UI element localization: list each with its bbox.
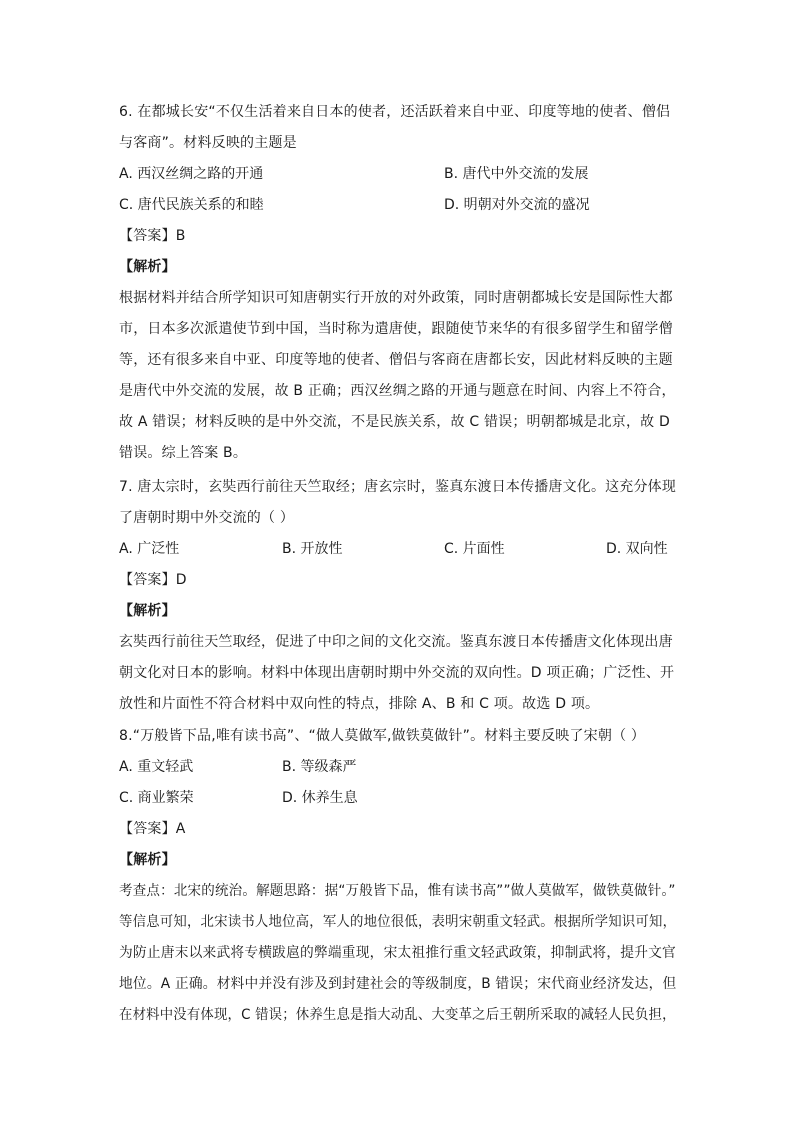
q7-option-a: A. 广泛性 — [119, 541, 180, 557]
q8-answer: 【答案】A — [119, 821, 186, 837]
q8-analysis-line: 在材料中没有体现，C 错误；休养生息是指大动乱、大变革之后王朝所采取的减轻人民负担， — [119, 1007, 676, 1023]
q6-option-c: C. 唐代民族关系的和睦 — [119, 197, 264, 213]
q6-answer: 【答案】B — [119, 228, 186, 244]
q6-analysis-line: 市，日本多次派遣使节到中国，当时称为遣唐使，跟随使节来华的有很多留学生和留学僧 — [119, 321, 673, 337]
q7-stem-line1: 7. 唐太宗时，玄奘西行前往天竺取经；唐玄宗时，鉴真东渡日本传播唐文化。这充分体现 — [119, 479, 677, 495]
q8-analysis-line: 考查点：北宋的统治。解题思路：据“万般皆下品，惟有读书高””做人莫做军，做铁莫做针。” — [119, 883, 676, 899]
q8-analysis-label: 【解析】 — [119, 852, 176, 868]
q6-analysis-label: 【解析】 — [119, 259, 176, 275]
q8-analysis-line: 等信息可知，北宋读书人地位高，军人的地位很低，表明宋朝重文轻武。根据所学知识可知， — [119, 914, 677, 930]
q7-option-d: D. 双向性 — [606, 541, 668, 557]
q7-analysis-line: 玄奘西行前往天竺取经，促进了中印之间的文化交流。鉴真东渡日本传播唐文化体现出唐 — [119, 634, 673, 650]
q8-stem-line1: 8.“万般皆下品,唯有读书高”、“做人莫做军,做铁莫做针”。材料主要反映了宋朝（ ） — [119, 728, 646, 744]
q8-analysis-line: 为防止唐末以来武将专横跋扈的弊端重现，宋太祖推行重文轻武政策，抑制武将，提升文官 — [119, 945, 676, 961]
q7-stem-line2: 了唐朝时期中外交流的（ ） — [119, 510, 295, 526]
q6-option-a: A. 西汉丝绸之路的开通 — [119, 166, 264, 182]
q6-stem-line1: 6. 在都城长安“不仅生活着来自日本的使者，还活跃着来自中亚、印度等地的使者、僧侣 — [119, 104, 671, 120]
q8-option-a: A. 重文轻武 — [119, 759, 194, 775]
q6-analysis-line: 错误。综上答案 B。 — [119, 445, 248, 461]
q6-option-d: D. 明朝对外交流的盛况 — [444, 197, 590, 213]
q8-option-d: D. 休养生息 — [282, 790, 358, 806]
q7-analysis-line: 放性和片面性不符合材料中双向性的特点，排除 A、B 和 C 项。故选 D 项。 — [119, 696, 600, 712]
q6-stem-line2: 与客商”。材料反映的主题是 — [119, 135, 297, 151]
q7-analysis-line: 朝文化对日本的影响。材料中体现出唐朝时期中外交流的双向性。D 项正确；广泛性、开 — [119, 665, 675, 681]
q8-option-b: B. 等级森严 — [282, 759, 357, 775]
q7-option-c: C. 片面性 — [444, 541, 505, 557]
q6-analysis-line: 等，还有很多来自中亚、印度等地的使者、僧侣与客商在唐都长安，因此材料反映的主题 — [119, 352, 673, 368]
q8-analysis-line: 地位。A 正确。材料中并没有涉及到封建社会的等级制度，B 错误；宋代商业经济发达，但 — [119, 976, 677, 992]
q7-answer: 【答案】D — [119, 572, 187, 588]
q7-option-b: B. 开放性 — [282, 541, 343, 557]
q6-analysis-line: 根据材料并结合所学知识可知唐朝实行开放的对外政策，同时唐朝都城长安是国际性大都 — [119, 290, 673, 306]
q8-option-c: C. 商业繁荣 — [119, 790, 194, 806]
q7-analysis-label: 【解析】 — [119, 603, 176, 619]
q6-analysis-line: 故 A 错误；材料反映的是中外交流，不是民族关系，故 C 错误；明朝都城是北京，故 D — [119, 414, 670, 430]
q6-option-b: B. 唐代中外交流的发展 — [444, 166, 589, 182]
q6-analysis-line: 是唐代中外交流的发展，故 B 正确；西汉丝绸之路的开通与题意在时间、内容上不符合， — [119, 383, 676, 399]
